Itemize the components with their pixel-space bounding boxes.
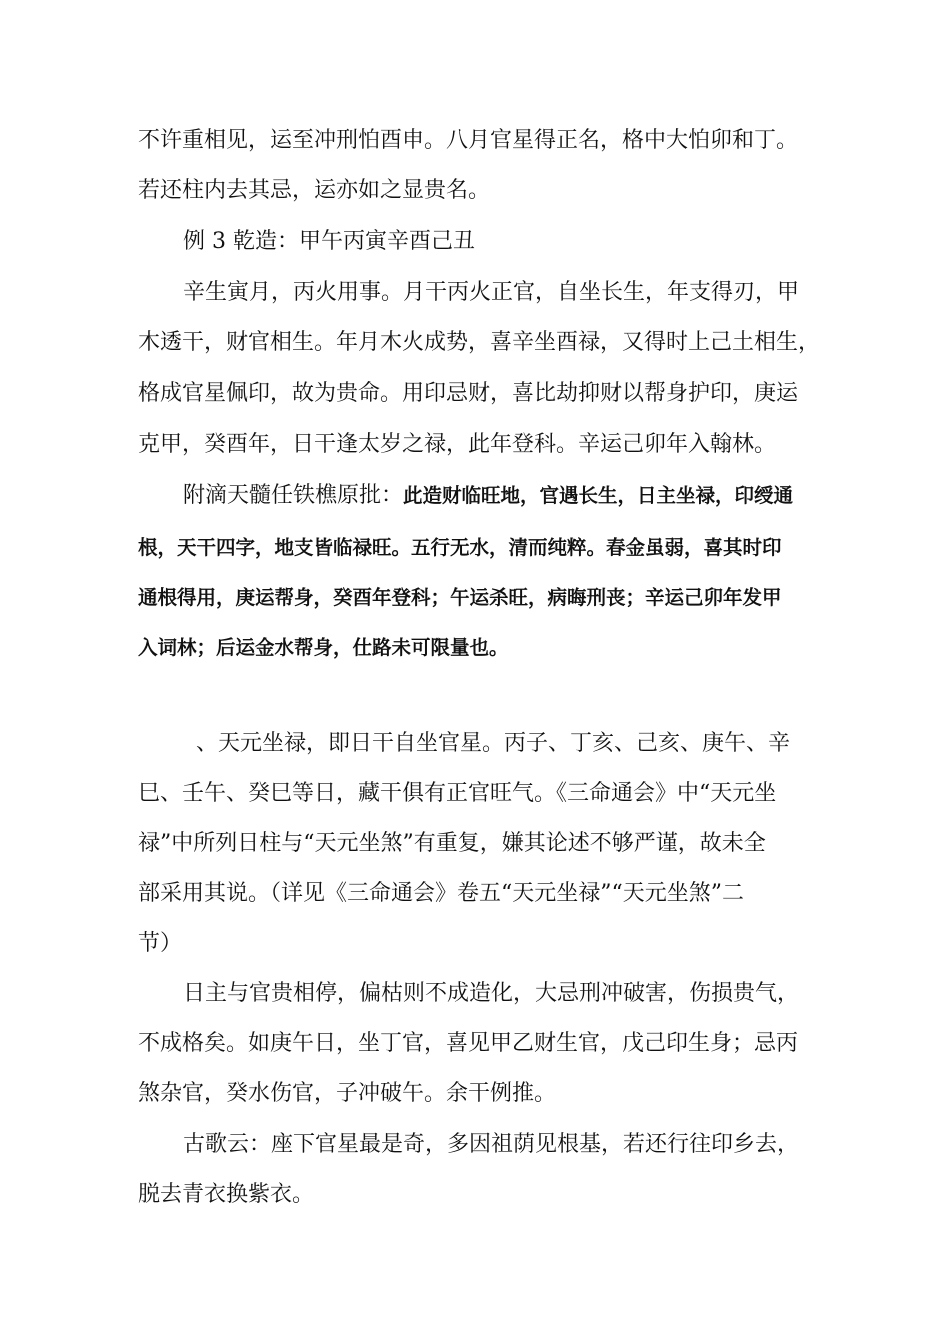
text-line: 辛生寅月，丙火用事。月干丙火正官，自坐长生，年支得刃，甲 bbox=[183, 280, 800, 305]
text-line: 古歌云：座下官星最是奇，多因祖荫见根基，若还行往印乡去， bbox=[183, 1132, 800, 1157]
text-line: 克甲，癸酉年，日干逢太岁之禄，此年登科。辛运己卯年入翰林。 bbox=[138, 432, 777, 457]
text-line: 若还柱内去其忌，运亦如之显贵名。 bbox=[138, 178, 491, 203]
text-line: 不许重相见，运至冲刑怕酉申。八月官星得正名，格中大怕卯和丁。 bbox=[138, 128, 799, 153]
text-line: 不成格矣。如庚午日，坐丁官，喜见甲乙财生官，戊己印生身；忌丙 bbox=[138, 1031, 799, 1056]
text-line: 部采用其说。（详见《三命通会》卷五“天元坐禄”“天元坐煞”二 bbox=[138, 881, 744, 906]
commentary-first-line bbox=[183, 481, 793, 511]
example-heading: 例 3 乾造：甲午丙寅辛酉己丑 bbox=[183, 229, 475, 254]
commentary-text: 此造财临旺地，官遇长生，日主坐禄，印绶通 bbox=[403, 484, 794, 507]
text-line: 脱去青衣换紫衣。 bbox=[138, 1182, 315, 1207]
text-line: 木透干，财官相生。年月木火成势，喜辛坐酉禄，又得时上己土相生， bbox=[138, 330, 821, 355]
text-line: 巳、壬午、癸巳等日，藏干俱有正官旺气。《三命通会》中“天元坐 bbox=[138, 781, 777, 806]
text-line: 禄”中所列日柱与“天元坐煞”有重复，嫌其论述不够严谨，故未全 bbox=[138, 831, 766, 856]
text-line: 、天元坐禄，即日干自坐官星。丙子、丁亥、己亥、庚午、辛 bbox=[196, 731, 791, 756]
text-line: 节） bbox=[138, 931, 183, 956]
text-line: 格成官星佩印，故为贵命。用印忌财，喜比劫抑财以帮身护印，庚运 bbox=[138, 381, 799, 406]
commentary-lead: 附滴天髓任铁樵原批： bbox=[183, 483, 404, 508]
text-line: 煞杂官，癸水伤官，子冲破午。余干例推。 bbox=[138, 1081, 557, 1106]
commentary-line: 根，天干四字，地支皆临禄旺。五行无水，清而纯粹。春金虽弱，喜其时印 bbox=[138, 536, 782, 559]
commentary-line: 入词林；后运金水帮身，仕路未可限量也。 bbox=[138, 636, 509, 659]
commentary-line: 通根得用，庚运帮身，癸酉年登科；午运杀旺，病晦刑丧；辛运己卯年发甲 bbox=[138, 586, 782, 609]
text-line: 日主与官贵相停，偏枯则不成造化，大忌刑冲破害，伤损贵气， bbox=[183, 981, 800, 1006]
